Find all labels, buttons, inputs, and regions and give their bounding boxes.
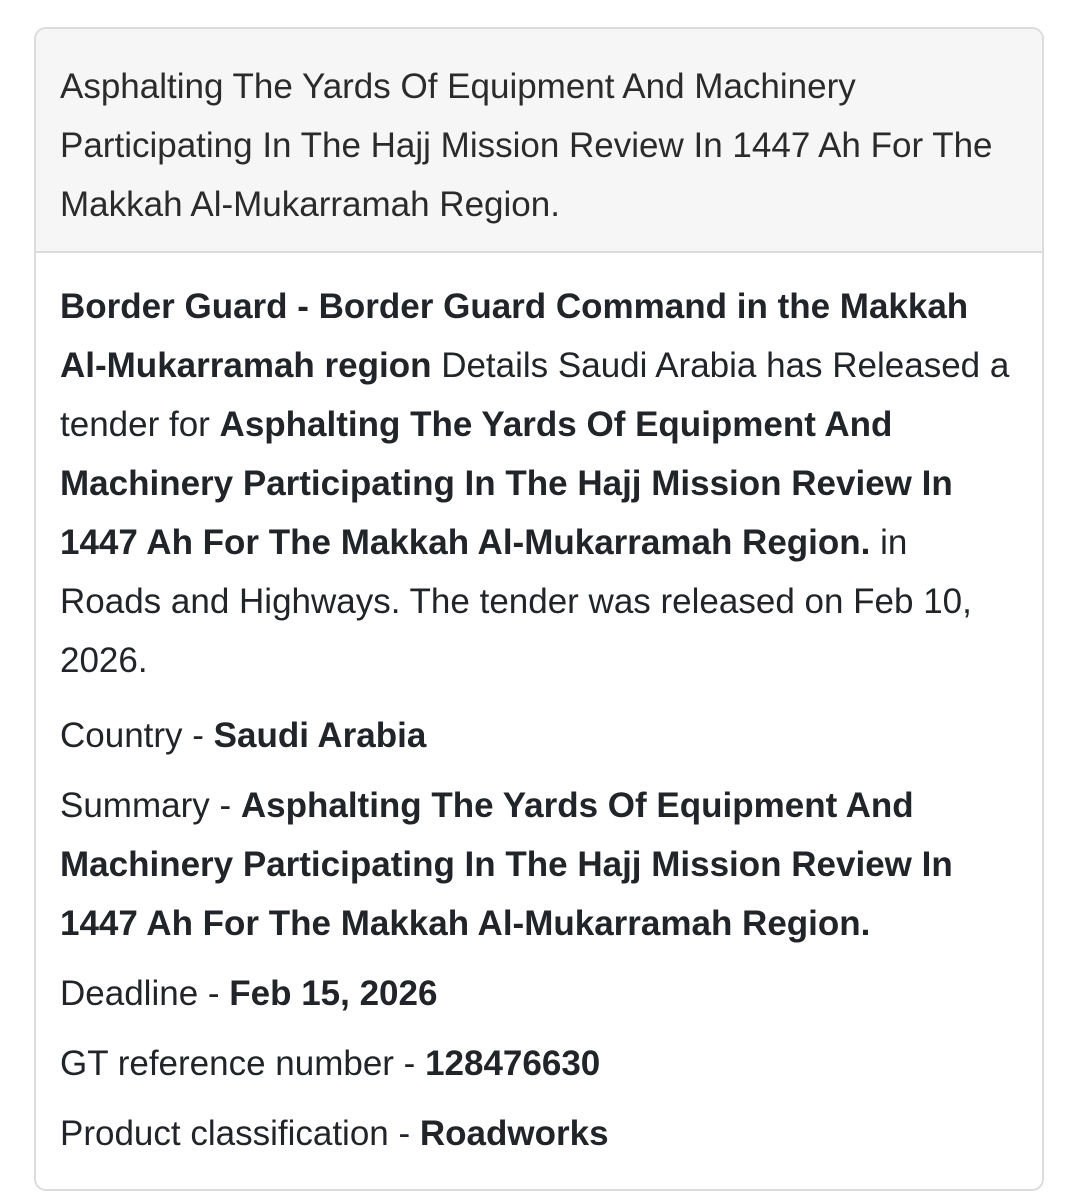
tender-description (60, 277, 1018, 690)
summary-field (60, 776, 1018, 953)
description-text: Details Saudi Arabia has Released a tender for (60, 346, 1010, 444)
tender-card (34, 27, 1044, 1191)
summary-value: Asphalting The Yards Of Equipment And Machinery Participating In The Hajj Mission Review In 1447 Ah For The Makkah Al-Mukarramah Region. (60, 786, 953, 943)
product-classification-label: Product classification - (60, 1114, 420, 1153)
deadline-value: Feb 15, 2026 (229, 974, 438, 1013)
deadline-field (60, 964, 1018, 1023)
product-classification-value: Roadworks (419, 1114, 609, 1153)
gt-reference-label: GT reference number - (60, 1044, 426, 1083)
country-field (60, 706, 1018, 765)
country-label: Country - (60, 716, 214, 755)
card-header (36, 29, 1042, 253)
tender-title: Asphalting The Yards Of Equipment And Machinery Participating In The Hajj Mission Review In 1447 Ah For The Makkah Al-Mukarramah Region. (60, 67, 993, 224)
description-end-text: in Roads and Highways. The tender was released on Feb 10, 2026. (60, 523, 972, 680)
authority-name: Border Guard - Border Guard Command in the Makkah Al-Mukarramah region (60, 287, 969, 385)
country-value: Saudi Arabia (213, 716, 427, 755)
gt-reference-field (60, 1034, 1018, 1093)
card-body (36, 253, 1042, 1163)
summary-label: Summary - (60, 786, 241, 825)
gt-reference-value: 128476630 (425, 1044, 601, 1083)
description-tender-title: Asphalting The Yards Of Equipment And Machinery Participating In The Hajj Mission Review In 1447 Ah For The Makkah Al-Mukarramah Region. (60, 405, 953, 562)
product-classification-field (60, 1104, 1018, 1163)
deadline-label: Deadline - (60, 974, 230, 1013)
